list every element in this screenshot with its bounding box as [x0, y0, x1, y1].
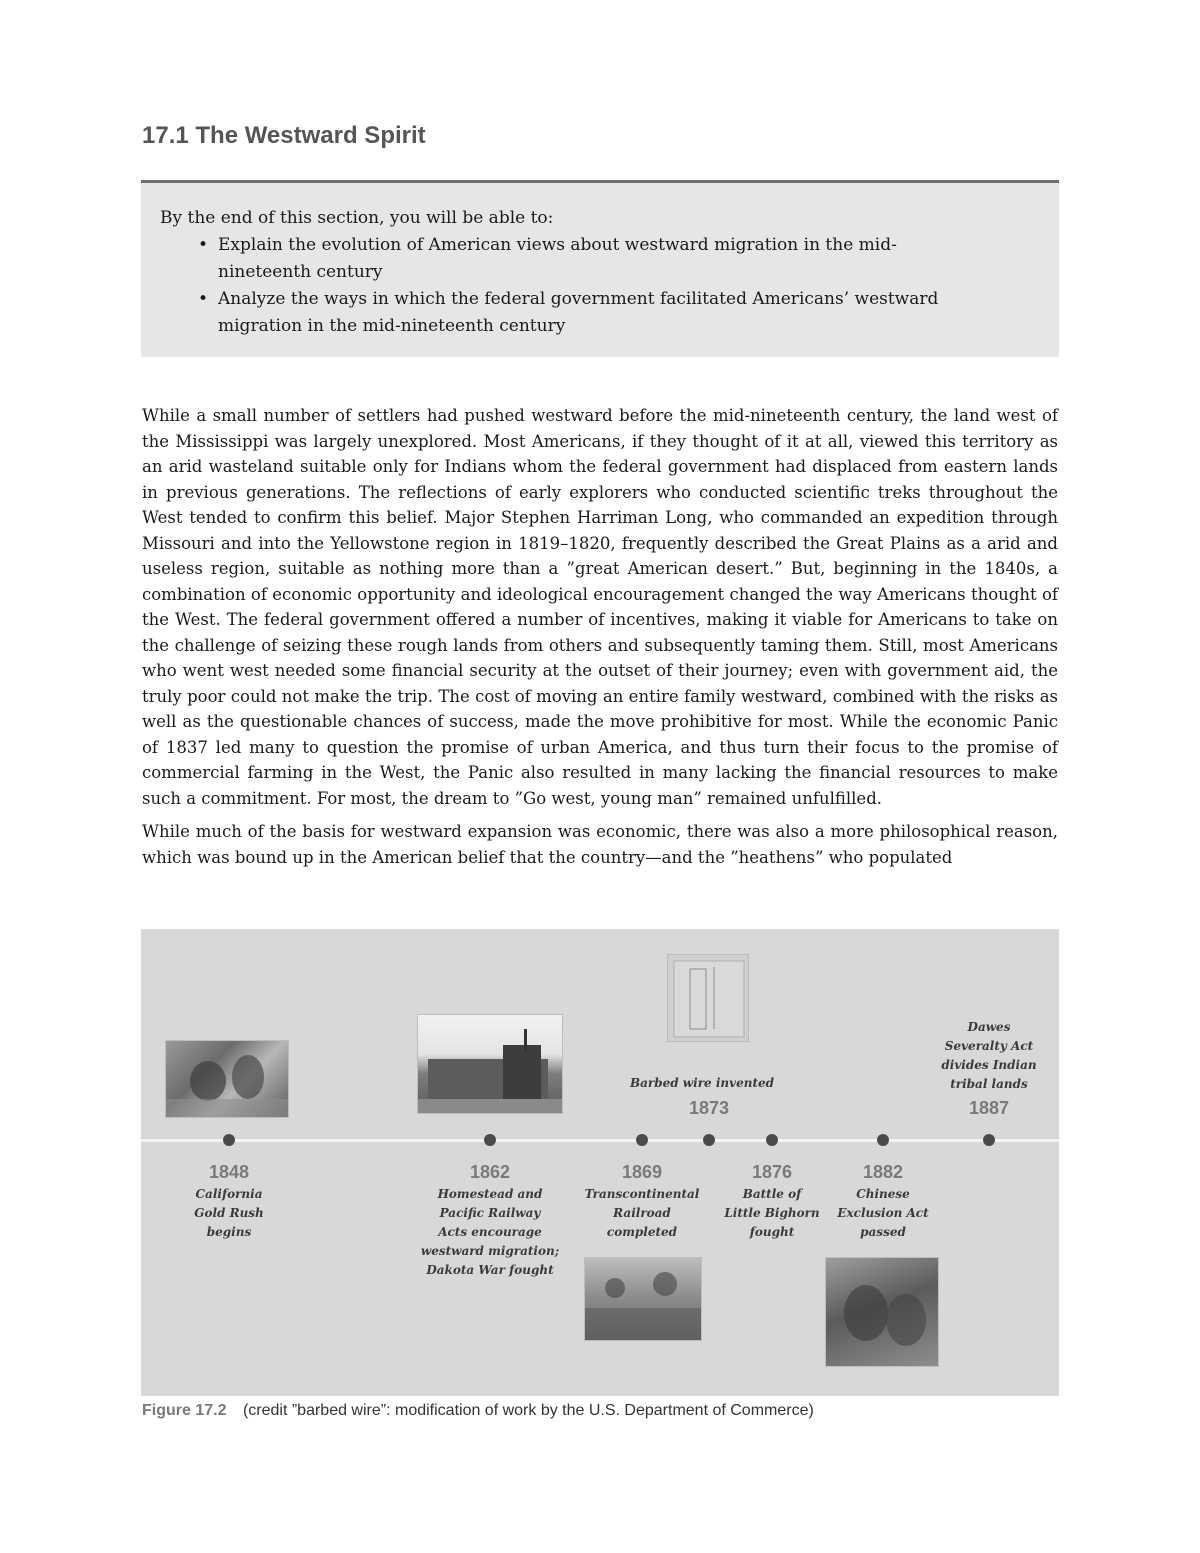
sod-house-photo [417, 1014, 563, 1114]
timeline-marker-1882 [877, 1134, 889, 1146]
timeline-event-label: Barbed wire invented [629, 1076, 775, 1090]
timeline-event-label: California Gold Rush begins [194, 1187, 264, 1239]
timeline-event-label: Homestead and Pacific Railway Acts encourage westward migration; Dakota War fought [420, 1187, 560, 1277]
gold-rush-photo [165, 1040, 289, 1118]
body-text [142, 403, 1058, 878]
objective-line: migration in the mid-nineteenth century [218, 316, 566, 336]
timeline-year: 1887 [968, 1098, 1010, 1118]
timeline-event-label: Chinese Exclusion Act passed [837, 1187, 929, 1239]
objective-line: • Analyze the ways in which the federal government facilitated Americans’ westward [218, 289, 939, 309]
learning-objectives-box [141, 180, 1059, 357]
timeline-year: 1873 [688, 1098, 730, 1118]
timeline-marker-1848 [223, 1134, 235, 1146]
timeline-figure [141, 929, 1059, 1396]
timeline-year: 1869 [621, 1162, 663, 1182]
figure-label: Figure 17.2 [142, 1402, 227, 1419]
figure-caption [142, 1402, 814, 1420]
objective-line: • Explain the evolution of American views about westward migration in the mid- [218, 235, 897, 255]
timeline-marker-1869 [636, 1134, 648, 1146]
body-paragraph: While a small number of settlers had pushed westward before the mid-nineteenth century, the land west of the Mississippi was largely unexplored. Most Americans, if they thought of it at all, viewed this territory as an arid wasteland suitable only for Indians whom the federal government had displaced from eastern lands in previous generations. The reflections of early explorers who conducted scientific treks throughout the West tended to confirm this belief. Major Stephen Harriman Long, who commanded an expedition through Missouri and into the Yellowstone region in 1819–1820, frequently described the Great Plains as a arid and useless region, suitable as nothing more than a ”great American desert.” But, beginning in the 1840s, a combination of economic opportunity and ideological encouragement changed the way Americans thought of the West. The federal government offered a number of incentives, making it viable for Americans to take on the challenge of seizing these rough lands from others and subsequently taming them. Still, most Americans who went west needed some financial security at the outset of their journey; even with government aid, the truly poor could not make the trip. The cost of moving an entire family westward, combined with the risks as well as the questionable chances of success, made the move prohibitive for most. While the economic Panic of 1837 led many to question the promise of urban America, and thus turn their focus to the promise of commercial farming in the West, the Panic also resulted in many lacking the financial resources to make such a commitment. For most, the dream to ”Go west, young man” remained unfulfilled. [142, 406, 1058, 808]
objectives-intro: By the end of this section, you will be able to: [160, 208, 554, 228]
objectives-list [160, 232, 1019, 340]
chinese-exclusion-photo [825, 1257, 939, 1367]
timeline-event-label: Transcontinental Railroad completed [584, 1187, 700, 1239]
railroad-photo [584, 1257, 702, 1341]
figure-credit: (credit ”barbed wire”: modification of work by the U.S. Department of Commerce) [242, 1402, 814, 1419]
timeline-year: 1876 [751, 1162, 793, 1182]
objective-item [218, 286, 1019, 340]
timeline-marker-1887 [983, 1134, 995, 1146]
objective-item [218, 232, 1019, 286]
timeline-marker-1873 [703, 1134, 715, 1146]
barbed-wire-patent-photo [667, 954, 749, 1042]
timeline-year: 1882 [862, 1162, 904, 1182]
timeline-axis [141, 1139, 1059, 1142]
objective-line: nineteenth century [218, 262, 383, 282]
timeline-marker-1862 [484, 1134, 496, 1146]
timeline-marker-1876 [766, 1134, 778, 1146]
section-title: 17.1 The Westward Spirit [142, 122, 426, 149]
timeline-year: 1862 [469, 1162, 511, 1182]
timeline-event-label: Battle of Little Bighorn fought [724, 1187, 820, 1239]
timeline-event-label: Dawes Severalty Act divides Indian tribal lands [941, 1020, 1037, 1091]
timeline-year: 1848 [208, 1162, 250, 1182]
body-paragraph: While much of the basis for westward expansion was economic, there was also a more philosophical reason, which was bound up in the American belief that the country—and the ”heathens” who populated [142, 822, 1058, 867]
